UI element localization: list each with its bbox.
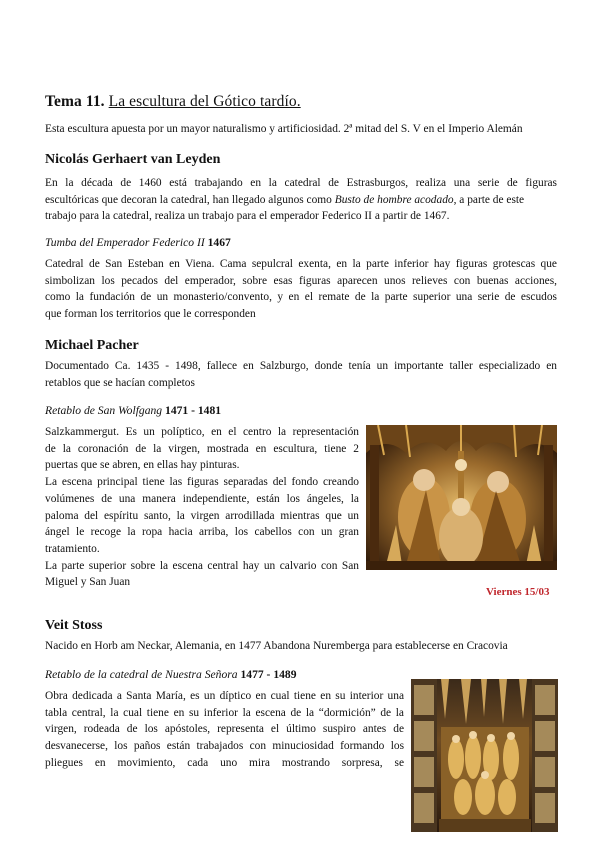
topic-name: La escultura del Gótico tardío. [108, 93, 301, 110]
cracow-altarpiece-image [411, 679, 558, 832]
stoss-paragraph: Nacido en Horb am Neckar, Alemania, en 1477 Abandona Nuremberga para establecerse en Cracovia [45, 640, 508, 652]
intro-paragraph: Esta escultura apuesta por un mayor naturalismo y artificiosidad. 2ª mitad del S. V en el Imperio Alemán [45, 123, 523, 135]
bust-title: Busto de hombre acodado [334, 193, 454, 206]
heading-stoss: Veit Stoss [45, 618, 103, 633]
gerhaert-paragraph [45, 175, 557, 225]
page-title [45, 93, 301, 111]
heading-pacher: Michael Pacher [45, 338, 139, 353]
topic-number: Tema 11. [45, 93, 105, 110]
gerhaert-line-2: escultóricas que decoran la catedral, han llegado algunos como Busto de hombre acodado, a parte de este [45, 193, 525, 206]
heading-gerhaert: Nicolás Gerhaert van Leyden [45, 152, 221, 167]
cracovia-paragraph: Obra dedicada a Santa María, es un díptico en cual tiene en su interior una tabla central, la cual tiene en su inferior la escena de la “dormición” de la virgen, rodeada de los apóstoles, representa el último suspiro antes de desvanecerse, los paños están trabajados con minuciosidad formando los pliegues en movimiento, cada uno mira mostrando sorpresa, se [45, 690, 404, 769]
date-note: Viernes 15/03 [486, 586, 550, 598]
work-title-wolfgang: Retablo de San Wolfgang 1471 - 1481 [45, 404, 222, 417]
work-title-cracovia: Retablo de la catedral de Nuestra Señora 1477 - 1489 [45, 668, 297, 681]
pacher-paragraph: Documentado Ca. 1435 - 1498, fallece en Salzburgo, donde tenía un importante taller especializado en retablos que se hacían completos [45, 360, 557, 389]
san-wolfgang-altarpiece-image [366, 425, 557, 570]
work-title-tumba: Tumba del Emperador Federico II 1467 [45, 236, 231, 249]
wolfgang-paragraph: Salzkammergut. Es un políptico, en el centro la representación de la coronación de la virgen, mostrada en escultura, tiene 2 puertas que se abren, en ellas hay pinturas. La escena principal tiene las figuras separadas del fondo creando volúmenes de una manera independiente, están los ángeles, la paloma del espíritu santo, la virgen arrodillada mientras que un ángel le recoge la ropa hacia arriba, los cabellos con un gran tratamiento. La parte superior sobre la escena central hay un calvario con San Miguel y San Juan [45, 426, 359, 589]
tumba-paragraph: Catedral de San Esteban en Viena. Cama sepulcral exenta, en la parte inferior hay figuras grotescas que simbolizan los pecados del emperador, sobre esas figuras aparecen unos relieves con buenas acciones, como la fundación de un monasterio/convento, y en el remate de la parte superior una serie de escudos que forman los territorios que le corresponden [45, 258, 557, 321]
gerhaert-line-1: En la década de 1460 está trabajando en la catedral de Estrasburgos, realiza una serie de figuras [45, 177, 557, 189]
gerhaert-line-3: trabajo para la catedral, realiza un trabajo para el emperador Federico II a partir de 1467. [45, 210, 450, 223]
